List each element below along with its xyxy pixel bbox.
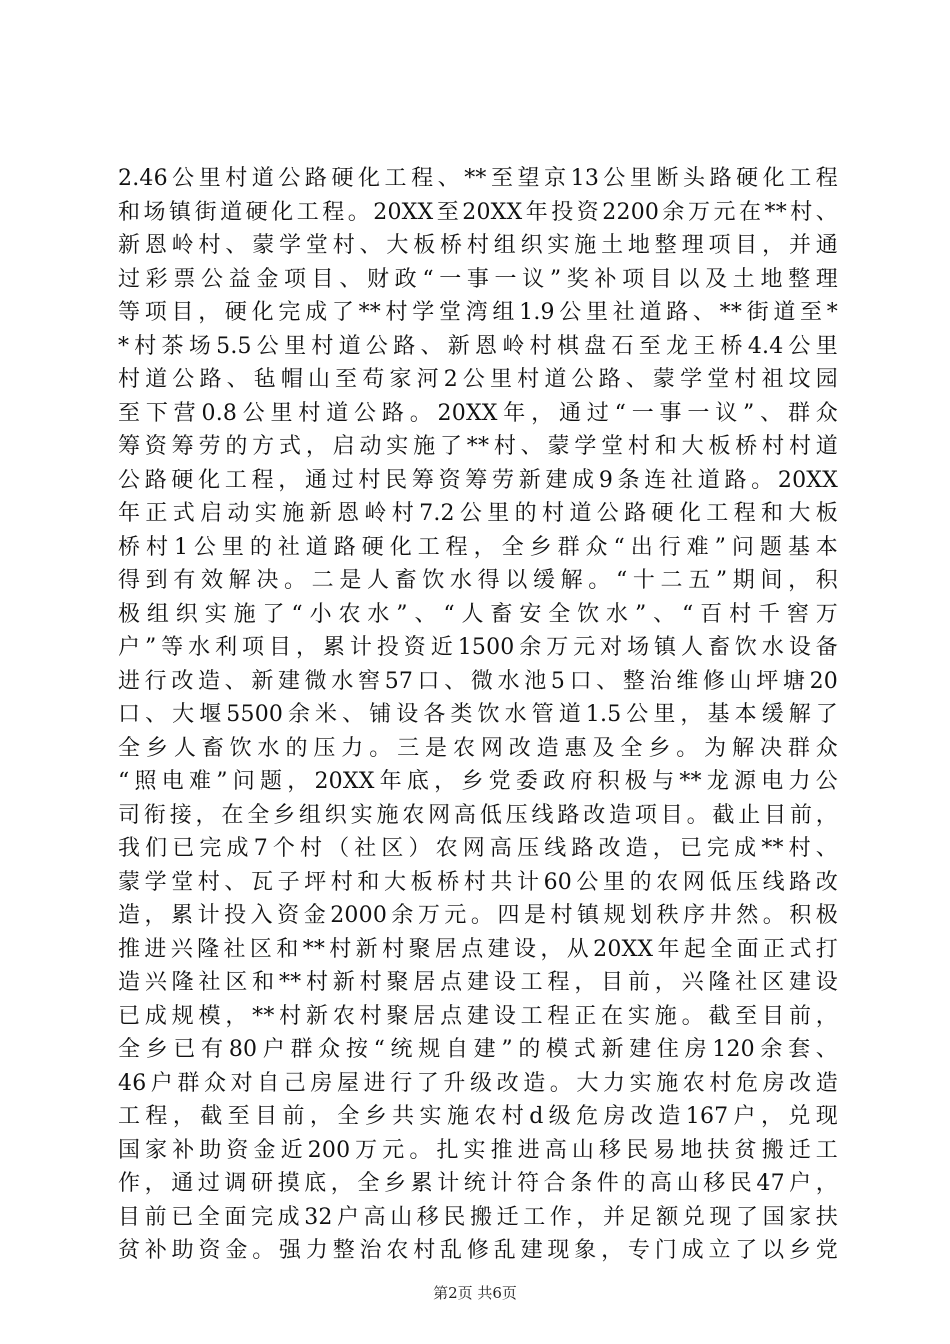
text-line: 全乡人畜饮水的压力。三是农网改造惠及全乡。为解决群众 xyxy=(118,735,838,761)
text-line: 过彩票公益金项目、财政“一事一议”奖补项目以及土地整理 xyxy=(118,266,838,292)
text-line: 公路硬化工程，通过村民筹资筹劳新建成9条连社道路。20XX xyxy=(118,467,838,493)
text-line: 口、大堰5500余米、铺设各类饮水管道1.5公里，基本缓解了 xyxy=(118,702,838,727)
text-line: *村茶场5.5公里村道公路、新恩岭村棋盘石至龙王桥4.4公里 xyxy=(118,333,838,359)
text-line: 工程，截至目前，全乡共实施农村d级危房改造167户，兑现 xyxy=(118,1104,838,1129)
text-line: 司衔接，在全乡组织实施农网高低压线路改造项目。截止目前， xyxy=(118,802,838,828)
text-line: 贫补助资金。强力整治农村乱修乱建现象，专门成立了以乡党 xyxy=(118,1238,838,1263)
text-line: 推进兴隆社区和**村新村聚居点建设，从20XX年起全面正式打 xyxy=(118,936,838,962)
text-line: 全乡已有80户群众按“统规自建”的模式新建住房120余套、 xyxy=(118,1037,838,1062)
text-line: 筹资筹劳的方式，启动实施了**村、蒙学堂村和大板桥村村道 xyxy=(118,434,838,459)
text-line: 得到有效解决。二是人畜饮水得以缓解。“十二五”期间，积 xyxy=(118,568,838,593)
text-line: 蒙学堂村、瓦子坪村和大板桥村共计60公里的农网低压线路改 xyxy=(118,869,838,895)
text-line: 进行改造、新建微水窖57口、微水池5口、整治维修山坪塘20 xyxy=(118,668,838,694)
text-line: 新恩岭村、蒙学堂村、大板桥村组织实施土地整理项目，并通 xyxy=(118,233,838,258)
text-line: “照电难”问题，20XX年底，乡党委政府积极与**龙源电力公 xyxy=(118,769,838,794)
text-line: 目前已全面完成32户高山移民搬迁工作，并足额兑现了国家扶 xyxy=(118,1204,838,1230)
text-line: 桥村1公里的社道路硬化工程，全乡群众“出行难”问题基本 xyxy=(118,534,838,560)
text-line: 已成规模，**村新农村聚居点建设工程正在实施。截至目前， xyxy=(118,1003,838,1029)
text-line: 极组织实施了“小农水”、“人畜安全饮水”、“百村千窖万 xyxy=(118,601,838,627)
text-line: 46户群众对自己房屋进行了升级改造。大力实施农村危房改造 xyxy=(118,1070,838,1096)
text-line: 国家补助资金近200万元。扎实推进高山移民易地扶贫搬迁工 xyxy=(118,1137,838,1163)
text-line: 2.46公里村道公路硬化工程、**至望京13公里断头路硬化工程 xyxy=(118,166,838,191)
text-line: 年正式启动实施新恩岭村7.2公里的村道公路硬化工程和大板 xyxy=(118,501,838,526)
page-footer xyxy=(0,1283,950,1303)
text-line: 造兴隆社区和**村新村聚居点建设工程，目前，兴隆社区建设 xyxy=(118,970,838,995)
text-line: 等项目，硬化完成了**村学堂湾组1.9公里社道路、**街道至* xyxy=(118,300,838,325)
text-line: 我们已完成7个村（社区）农网高压线路改造，已完成**村、 xyxy=(118,836,838,861)
page-number-label: 第2页 共6页 xyxy=(433,1284,517,1302)
text-line: 作，通过调研摸底，全乡累计统计符合条件的高山移民47户， xyxy=(118,1171,838,1196)
text-line: 造，累计投入资金2000余万元。四是村镇规划秩序井然。积极 xyxy=(118,903,838,928)
text-line: 至下营0.8公里村道公路。20XX年，通过“一事一议”、群众 xyxy=(118,400,838,426)
text-line: 户”等水利项目，累计投资近1500余万元对场镇人畜饮水设备 xyxy=(118,635,838,660)
body-text xyxy=(118,162,838,1268)
text-line: 和场镇街道硬化工程。20XX至20XX年投资2200余万元在**村、 xyxy=(118,199,838,225)
text-line: 村道公路、毡帽山至苟家河2公里村道公路、蒙学堂村祖坟园 xyxy=(118,367,838,392)
